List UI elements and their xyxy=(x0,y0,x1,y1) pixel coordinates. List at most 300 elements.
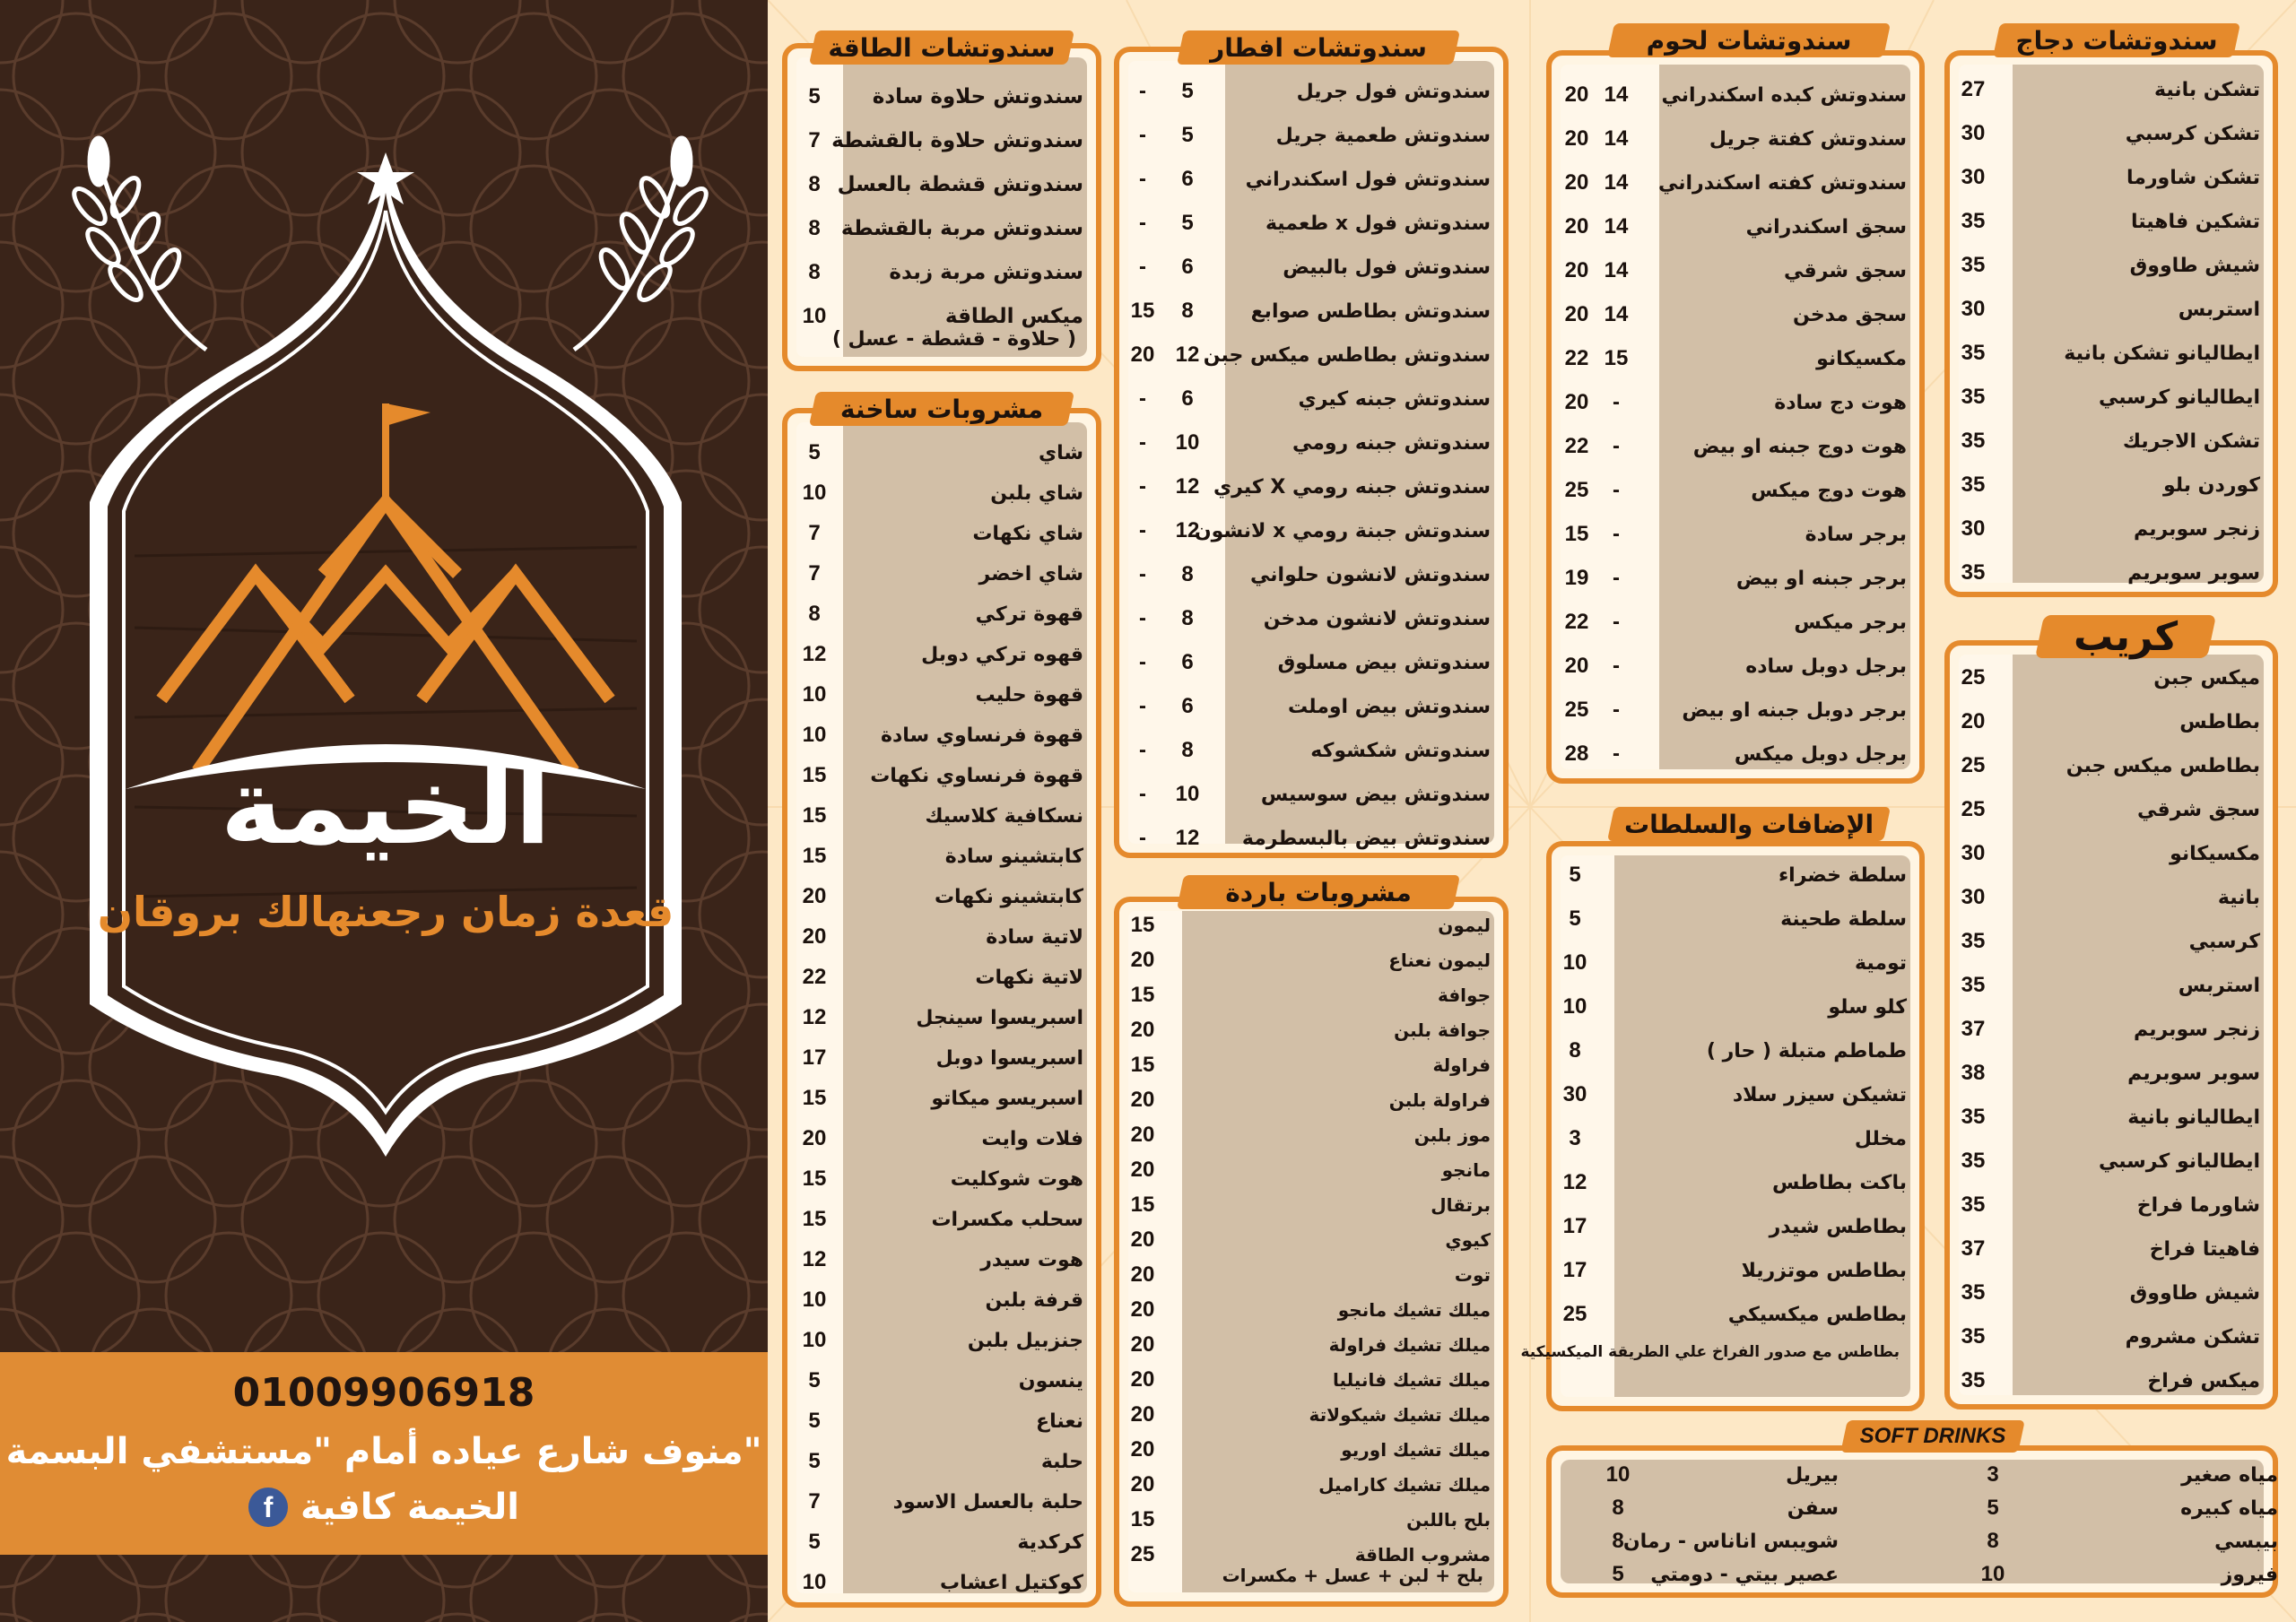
section-note: بلح + لبن + عسل + مكسرات xyxy=(1222,1565,1483,1586)
menu-item xyxy=(800,758,1083,794)
item-price-large: - xyxy=(1139,167,1146,191)
item-name: ميلك تشيك فانيليا xyxy=(1332,1369,1491,1391)
menu-item xyxy=(1132,1117,1491,1153)
item-name: قهوة تركي xyxy=(975,603,1083,626)
item-name: سندوتش فول x طعمية xyxy=(1265,212,1491,235)
item-price: 10 xyxy=(1605,1462,1631,1487)
item-name: زنجر سوبريم xyxy=(2133,517,2260,541)
item-price: 12 xyxy=(1175,826,1200,850)
menu-item xyxy=(800,1121,1083,1157)
item-price: 8 xyxy=(808,216,821,240)
item-name: شاي نكهات xyxy=(972,522,1083,545)
item-price: 25 xyxy=(1562,1302,1587,1326)
menu-item xyxy=(1955,1457,2278,1493)
item-price: 5 xyxy=(1569,863,1581,887)
item-price-large: 22 xyxy=(1564,434,1589,458)
item-price: 20 xyxy=(1130,1332,1155,1357)
item-price: 15 xyxy=(1130,1053,1155,1077)
item-price: 35 xyxy=(1961,341,1986,365)
contact-bar xyxy=(0,1352,768,1555)
item-price: 12 xyxy=(1175,343,1200,367)
item-name: مانجو xyxy=(1441,1159,1491,1181)
menu-item xyxy=(1132,820,1491,856)
item-name: ميلك تشيك فراولة xyxy=(1328,1334,1491,1356)
menu-item xyxy=(1132,1222,1491,1258)
menu-item xyxy=(1132,74,1491,109)
item-name: سندوتش كفتة جريل xyxy=(1709,127,1907,151)
item-name: هوت شوكليت xyxy=(950,1167,1083,1191)
item-price: 30 xyxy=(1961,121,1986,145)
item-name: سندوتش قشطة بالعسل xyxy=(837,173,1083,196)
item-name: مشروب الطاقة xyxy=(1354,1544,1491,1566)
item-price: 37 xyxy=(1961,1236,1986,1261)
item-price: 38 xyxy=(1961,1061,1986,1085)
item-price: 30 xyxy=(1961,885,1986,909)
item-name: توت xyxy=(1454,1264,1491,1286)
item-price: 10 xyxy=(802,723,827,747)
item-price: 5 xyxy=(1569,906,1581,931)
item-name: برجر ميكس xyxy=(1794,611,1907,634)
menu-item xyxy=(1962,555,2260,591)
item-name: ايطاليانو كرسبي xyxy=(2098,1149,2260,1173)
item-name: جوافة بلبن xyxy=(1394,1019,1491,1041)
item-name: برتقال xyxy=(1431,1194,1491,1216)
menu-item xyxy=(1564,253,1907,289)
item-price: 8 xyxy=(1181,738,1194,762)
item-price: 14 xyxy=(1604,302,1629,326)
address: منوف شارع عياده أمام "مستشفي البسمة" xyxy=(5,1431,762,1472)
item-price: 12 xyxy=(802,1005,827,1029)
item-name: سندوتش جبنه رومي X كيري xyxy=(1213,475,1491,499)
item-name: كابتشينو سادة xyxy=(944,845,1083,868)
section-title: الإضافات والسلطات xyxy=(1623,803,1874,845)
item-name: برجر سادة xyxy=(1805,523,1907,546)
item-price: 7 xyxy=(808,521,821,545)
menu-item xyxy=(1132,249,1491,285)
item-price: 7 xyxy=(808,561,821,585)
menu-item xyxy=(1564,165,1907,201)
item-price: 35 xyxy=(1961,973,1986,997)
menu-item xyxy=(1132,425,1491,461)
item-price: 30 xyxy=(1961,516,1986,541)
wheat-icon-right xyxy=(574,138,709,350)
item-name: سندوتش مربة زبدة xyxy=(889,261,1083,284)
item-name: بيريل xyxy=(1786,1463,1839,1487)
item-price: 5 xyxy=(1181,211,1194,235)
menu-item xyxy=(1564,341,1907,377)
item-price: 8 xyxy=(808,172,821,196)
item-name: بلح باللبن xyxy=(1406,1509,1491,1531)
item-price: 20 xyxy=(1130,1262,1155,1287)
item-price: 20 xyxy=(1130,1367,1155,1392)
item-name: ميكس الطاقة xyxy=(944,305,1083,328)
item-name: حلبة xyxy=(1040,1450,1083,1473)
item-price: 6 xyxy=(1181,650,1194,674)
menu-item xyxy=(800,1000,1083,1036)
menu-item xyxy=(1962,379,2260,415)
item-price: - xyxy=(1613,478,1620,502)
menu-item xyxy=(1561,1523,1883,1559)
menu-item xyxy=(1962,748,2260,784)
item-price: 10 xyxy=(1562,994,1587,1019)
item-price: - xyxy=(1613,434,1620,458)
menu-item xyxy=(1132,776,1491,812)
menu-item xyxy=(1564,77,1907,113)
menu-item xyxy=(1132,1327,1491,1363)
menu-item xyxy=(1132,733,1491,768)
section-title: سندوتشات افطار xyxy=(1193,27,1444,68)
facebook-icon: f xyxy=(248,1488,288,1527)
item-price: 35 xyxy=(1961,473,1986,497)
menu-item xyxy=(1962,880,2260,915)
menu-item xyxy=(1564,1165,1907,1201)
item-name: تشيكن سيزر سلاد xyxy=(1732,1083,1907,1106)
menu-item xyxy=(1561,1557,1883,1592)
item-price: - xyxy=(1613,566,1620,590)
item-name: برجر جبنه او بيض xyxy=(1735,567,1907,590)
item-price: 35 xyxy=(1961,1149,1986,1173)
menu-item xyxy=(1132,1152,1491,1188)
item-price: 5 xyxy=(808,440,821,464)
item-price-large: 22 xyxy=(1564,610,1589,634)
item-price-large: - xyxy=(1139,211,1146,235)
item-price-large: - xyxy=(1139,562,1146,586)
item-price: 35 xyxy=(1961,385,1986,409)
item-name: بانية xyxy=(2217,886,2260,909)
menu-item xyxy=(800,167,1083,203)
item-name: سجق شرقي xyxy=(2137,798,2260,821)
item-price: 20 xyxy=(1130,1402,1155,1427)
item-price: 30 xyxy=(1961,297,1986,321)
item-price-large: - xyxy=(1139,782,1146,806)
item-price: 30 xyxy=(1961,841,1986,865)
menu-item xyxy=(1962,467,2260,503)
menu-item xyxy=(1564,1297,1907,1332)
item-name: فيروز xyxy=(2221,1563,2278,1586)
item-name: شاي اخضر xyxy=(978,562,1083,585)
item-price: 15 xyxy=(802,763,827,787)
item-price: 7 xyxy=(808,128,821,152)
menu-item xyxy=(800,1484,1083,1520)
menu-item xyxy=(1132,1047,1491,1083)
item-name: اسبريسوا سينجل xyxy=(916,1006,1083,1029)
item-price: 8 xyxy=(1987,1529,1999,1553)
item-name: كلو سلو xyxy=(1828,995,1907,1019)
item-price: - xyxy=(1613,610,1620,634)
menu-item xyxy=(1962,204,2260,239)
item-price: 17 xyxy=(802,1045,827,1070)
item-name: حلبة بالعسل الاسود xyxy=(892,1490,1083,1514)
item-price: - xyxy=(1613,522,1620,546)
item-price: 8 xyxy=(1569,1038,1581,1063)
item-price: 5 xyxy=(808,1449,821,1473)
item-name: سجق مدخن xyxy=(1793,303,1907,326)
item-price-large: 20 xyxy=(1564,126,1589,151)
menu-item xyxy=(1962,924,2260,959)
menu-item xyxy=(1962,1099,2260,1135)
section-note: بطاطس مع صدور الفراخ علي الطريقة الميكسيكية xyxy=(1520,1343,1900,1361)
menu-item xyxy=(1132,1362,1491,1398)
menu-item xyxy=(1132,293,1491,329)
menu-item xyxy=(1564,473,1907,508)
facebook-link[interactable] xyxy=(0,1487,768,1528)
menu-item xyxy=(1962,291,2260,327)
item-name: قهوة فرنساوي سادة xyxy=(880,724,1083,747)
item-price: 15 xyxy=(1130,913,1155,937)
menu-item xyxy=(800,79,1083,115)
item-name: شيش طاووق xyxy=(2129,254,2260,277)
item-name: ميلك تشيك اوريو xyxy=(1341,1439,1491,1461)
item-name: نسكافية كلاسيك xyxy=(925,804,1083,828)
item-name: هوت دج سادة xyxy=(1774,391,1907,414)
menu-item xyxy=(1564,516,1907,552)
item-name: مخلل xyxy=(1854,1127,1907,1150)
item-name: سندوتش كفته اسكندراني xyxy=(1657,171,1907,195)
menu-item xyxy=(1132,117,1491,153)
item-price: 20 xyxy=(802,1126,827,1150)
menu-item xyxy=(1132,557,1491,593)
item-price: 20 xyxy=(1130,1297,1155,1322)
menu-item xyxy=(1955,1490,2278,1526)
menu-item xyxy=(1962,160,2260,195)
item-price: 8 xyxy=(1612,1529,1624,1553)
menu-item xyxy=(800,1444,1083,1479)
section-note: ( حلاوة - قشطة - عسل ) xyxy=(831,328,1076,351)
item-name: مياه صغير xyxy=(2181,1463,2278,1487)
item-price: 20 xyxy=(1130,1472,1155,1496)
item-name: ايطاليانو تشكن بانية xyxy=(2064,342,2260,365)
item-price: 5 xyxy=(808,84,821,108)
item-name: لاتية نكهات xyxy=(975,966,1083,989)
item-name: سندوتش حلاوة بالقشطة xyxy=(831,129,1083,152)
item-price: 37 xyxy=(1961,1017,1986,1041)
item-price-large: 20 xyxy=(1564,258,1589,282)
item-price-large: 20 xyxy=(1564,390,1589,414)
item-name: سندوتش جبنه رومي xyxy=(1292,431,1491,455)
menu-item xyxy=(800,677,1083,713)
item-price: 15 xyxy=(1130,1193,1155,1217)
menu-item xyxy=(1564,857,1907,893)
menu-item xyxy=(1962,1231,2260,1267)
item-price: 5 xyxy=(808,1409,821,1433)
menu-item xyxy=(1962,1363,2260,1399)
menu-item xyxy=(800,637,1083,672)
item-price: 14 xyxy=(1604,258,1629,282)
item-price-large: - xyxy=(1139,826,1146,850)
item-price: 15 xyxy=(802,1207,827,1231)
menu-item xyxy=(1564,121,1907,157)
item-price: - xyxy=(1613,742,1620,766)
menu-item xyxy=(1561,1457,1883,1493)
menu-item xyxy=(1564,209,1907,245)
item-name: جوافة xyxy=(1437,984,1491,1006)
item-price: 6 xyxy=(1181,167,1194,191)
menu-item xyxy=(800,1403,1083,1439)
menu-item xyxy=(1564,648,1907,684)
item-price-large: - xyxy=(1139,738,1146,762)
brand-tagline: قعدة زمان رجعنهالك بروقان xyxy=(97,888,674,936)
item-price: 15 xyxy=(1604,346,1629,370)
item-name: تشكن مشروم xyxy=(2125,1325,2260,1349)
item-name: كركدية xyxy=(1017,1531,1083,1554)
section-title: SOFT DRINKS xyxy=(1857,1418,2009,1454)
item-price: 5 xyxy=(808,1368,821,1392)
menu-item xyxy=(800,475,1083,511)
menu-item xyxy=(1132,942,1491,978)
item-name: سندوتش بيض بالبسطرمة xyxy=(1241,827,1491,850)
item-price-large: 15 xyxy=(1130,299,1155,323)
item-name: سندوتش بيض سوسيس xyxy=(1260,783,1491,806)
item-price: 35 xyxy=(1961,253,1986,277)
menu-item xyxy=(1564,736,1907,772)
menu-item xyxy=(800,123,1083,159)
menu-item xyxy=(1132,513,1491,549)
item-name: اسبريسوا دوبل xyxy=(935,1046,1083,1070)
item-name: ميكس فراخ xyxy=(2147,1369,2260,1392)
item-name: سندوتش فول بالبيض xyxy=(1283,256,1491,279)
menu-item xyxy=(800,435,1083,471)
item-price: 15 xyxy=(802,803,827,828)
item-price: 8 xyxy=(1181,299,1194,323)
menu-item xyxy=(800,919,1083,955)
item-price: 20 xyxy=(1130,948,1155,972)
menu-item xyxy=(800,1242,1083,1278)
menu-item xyxy=(800,1363,1083,1399)
menu-item xyxy=(1955,1523,2278,1559)
item-price: 14 xyxy=(1604,82,1629,107)
menu-item xyxy=(1962,335,2260,371)
item-price: 20 xyxy=(1961,709,1986,733)
item-name: طماطم متبلة ( حار ) xyxy=(1706,1039,1907,1063)
menu-item xyxy=(800,1323,1083,1358)
logo-frame xyxy=(63,126,709,1201)
menu-item xyxy=(1962,836,2260,872)
menu-item xyxy=(1962,1011,2260,1047)
item-price-large: - xyxy=(1139,123,1146,147)
item-price: 30 xyxy=(1562,1082,1587,1106)
item-price-large: 25 xyxy=(1564,478,1589,502)
item-name: ميلك تشيك مانجو xyxy=(1337,1299,1491,1321)
menu-item xyxy=(1962,72,2260,108)
item-name: برجل دوبل ميكس xyxy=(1734,742,1907,766)
item-price-large: 28 xyxy=(1564,742,1589,766)
item-name: قهوة حليب xyxy=(975,683,1083,707)
item-price-large: - xyxy=(1139,474,1146,499)
menu-item xyxy=(1564,989,1907,1025)
item-name: برجل دوبل ساده xyxy=(1745,655,1907,678)
item-name: استربس xyxy=(2178,298,2260,321)
item-name: كوردن بلو xyxy=(2162,473,2260,497)
item-price: 35 xyxy=(1961,209,1986,233)
item-name: فلات وايت xyxy=(981,1127,1083,1150)
menu-item xyxy=(1962,1187,2260,1223)
item-name: تومية xyxy=(1855,951,1907,975)
item-price: 10 xyxy=(1980,1562,2005,1586)
item-price: 20 xyxy=(1130,1227,1155,1252)
item-name: مكسيكانو xyxy=(1816,347,1907,370)
item-name: ميلك تشيك شيكولاتة xyxy=(1309,1404,1491,1426)
item-name: ليمون xyxy=(1438,915,1491,936)
phone-number[interactable]: 01009906918 xyxy=(232,1370,535,1416)
item-name: كابتشينو نكهات xyxy=(934,885,1083,908)
item-price: 8 xyxy=(808,602,821,626)
item-price-large: - xyxy=(1139,694,1146,718)
item-price: 20 xyxy=(802,924,827,949)
menu-item xyxy=(1132,1187,1491,1223)
menu-item xyxy=(1132,1502,1491,1538)
item-name: نعناع xyxy=(1036,1409,1083,1433)
item-name: عصير بيتي - دومتي xyxy=(1650,1563,1839,1586)
item-name: سندوتش طعمية جريل xyxy=(1275,124,1491,147)
item-name: سفن xyxy=(1787,1496,1839,1520)
item-price: 7 xyxy=(808,1489,821,1514)
item-price: 10 xyxy=(802,1288,827,1312)
item-name: شاي بلبن xyxy=(990,481,1083,505)
item-name: سندوتش جبنة رومي x لانشون xyxy=(1194,519,1491,542)
menu-item xyxy=(1564,901,1907,937)
menu-item xyxy=(1962,1319,2260,1355)
item-name: سوبر سوبريم xyxy=(2127,1062,2260,1085)
menu-item xyxy=(1132,1292,1491,1328)
item-price: - xyxy=(1613,654,1620,678)
item-name: بطاطس xyxy=(2179,710,2260,733)
menu-item xyxy=(1132,907,1491,943)
menu-item xyxy=(800,1282,1083,1318)
item-price: 20 xyxy=(1130,1018,1155,1042)
item-name: جنزبيل بلبن xyxy=(967,1329,1083,1352)
menu-item xyxy=(1564,297,1907,333)
item-price: 15 xyxy=(802,1167,827,1191)
menu-item xyxy=(1132,601,1491,637)
menu-item xyxy=(1564,560,1907,596)
item-name: بيبسي xyxy=(2214,1530,2278,1553)
item-price: 6 xyxy=(1181,255,1194,279)
item-price: 14 xyxy=(1604,126,1629,151)
item-name: سندوتش لانشون مدخن xyxy=(1263,607,1491,630)
menu-item xyxy=(1962,967,2260,1003)
menu-item xyxy=(800,255,1083,291)
menu-item xyxy=(800,1080,1083,1116)
item-name: شويبس اناناس - رمان xyxy=(1622,1530,1839,1553)
item-name: موز بلبن xyxy=(1413,1124,1491,1146)
item-name: سندوتش حلاوة سادة xyxy=(872,85,1083,108)
facebook-page-name: الخيمة كافية xyxy=(300,1487,519,1528)
item-name: كوكتيل اعشاب xyxy=(940,1571,1083,1594)
section-title: سندوتشات الطاقة xyxy=(825,27,1058,68)
item-price: 27 xyxy=(1961,77,1986,101)
item-price: 12 xyxy=(1562,1170,1587,1194)
menu-item xyxy=(1132,977,1491,1013)
item-name: سندوتش بطاطس ميكس جبن xyxy=(1203,343,1491,367)
menu-item xyxy=(1962,704,2260,740)
menu-item xyxy=(1132,1082,1491,1118)
item-name: بطاطس موتزريلا xyxy=(1741,1259,1907,1282)
item-price: 10 xyxy=(1562,950,1587,975)
item-name: سوبر سوبريم xyxy=(2127,561,2260,585)
item-name: قرفة بلبن xyxy=(985,1288,1083,1312)
section-title: سندوتشات لحوم xyxy=(1623,20,1874,61)
item-price: 8 xyxy=(1181,606,1194,630)
item-price-large: 15 xyxy=(1564,522,1589,546)
item-name: سندوتش شكشوكه xyxy=(1310,739,1491,762)
menu-item xyxy=(1132,645,1491,681)
item-price-large: 20 xyxy=(1130,343,1155,367)
item-price-large: 20 xyxy=(1564,82,1589,107)
item-price-large: - xyxy=(1139,255,1146,279)
menu-item xyxy=(1564,1121,1907,1157)
item-price: 3 xyxy=(1987,1462,1999,1487)
item-name: ايطاليانو بانية xyxy=(2127,1106,2260,1129)
